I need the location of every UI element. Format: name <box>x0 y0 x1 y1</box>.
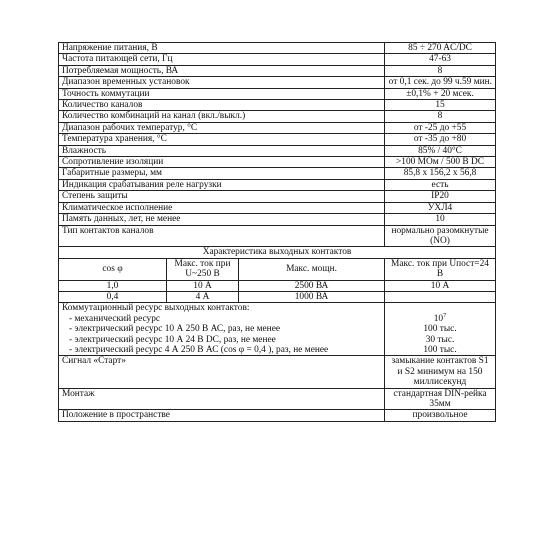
resource-item-value: 30 тыс. <box>425 334 455 345</box>
spec-label: Температура хранения, °С <box>59 134 385 145</box>
spec-label: Точность коммутации <box>59 88 385 99</box>
spec-value: 8 <box>385 111 496 122</box>
outputs-cell: 1000 ВА <box>239 291 385 302</box>
spec-label: Монтаж <box>59 388 385 410</box>
resource-item-label: - механический ресурс <box>62 313 161 324</box>
spec-row <box>59 388 496 410</box>
resource-item-label: - электрический ресурс 10 А 250 В АС, раз, не менее <box>62 324 281 335</box>
spec-row <box>59 100 496 111</box>
spec-row <box>59 410 496 421</box>
resource-exponent: 7 <box>443 311 447 319</box>
outputs-row <box>59 291 496 302</box>
outputs-cell: 10 А <box>385 280 496 291</box>
spec-value: есть <box>385 179 496 190</box>
spec-row <box>59 134 496 145</box>
spec-label: Количество каналов <box>59 100 385 111</box>
spec-label: Тип контактов каналов <box>59 225 385 247</box>
spec-value: стандартная DIN-рейка 35мм <box>385 388 496 410</box>
spec-label: Влажность <box>59 145 385 156</box>
outputs-cell: 0,4 <box>59 291 167 302</box>
resource-item-value: 100 тыс. <box>423 324 457 335</box>
spec-row <box>59 65 496 76</box>
resource-labels <box>59 303 385 356</box>
resource-item-label: - электрический ресурс 4 А 250 В АС (cos φ = 0,4 ), раз, не менее <box>62 344 329 355</box>
spec-row <box>59 122 496 133</box>
outputs-title: Характеристика выходных контактов <box>59 247 496 258</box>
outputs-header: Макс. ток при U~250 В <box>167 258 239 280</box>
spec-row <box>59 168 496 179</box>
spec-row <box>59 356 496 388</box>
spec-value: 10 <box>385 214 496 225</box>
spec-row <box>59 157 496 168</box>
spec-row <box>59 88 496 99</box>
spec-row <box>59 54 496 65</box>
outputs-header-row <box>59 258 496 280</box>
spec-value: 85% / 40°С <box>385 145 496 156</box>
spec-value: >100 МОм / 500 В DC <box>385 157 496 168</box>
spec-label: Напряжение питания, В <box>59 43 385 54</box>
resource-row <box>59 303 496 356</box>
spec-value: УХЛ4 <box>385 202 496 213</box>
resource-base: 10 <box>433 313 444 324</box>
spec-label: Количество комбинаций на канал (вкл./выкл.) <box>59 111 385 122</box>
outputs-cell: 1,0 <box>59 280 167 291</box>
spec-row <box>59 111 496 122</box>
spec-value: 8 <box>385 65 496 76</box>
outputs-header: Макс. мощн. <box>239 258 385 280</box>
outputs-row <box>59 280 496 291</box>
spec-label: Климатическое исполнение <box>59 202 385 213</box>
spec-label: Индикация срабатывания реле нагрузки <box>59 179 385 190</box>
spec-value: 85,8 х 156,2 х 56,8 <box>385 168 496 179</box>
spec-value: замыкание контактов S1 и S2 минимум на 150 миллисекунд <box>385 356 496 388</box>
spec-value: от -35 до +80 <box>385 134 496 145</box>
spec-label: Потребляемая мощность, ВА <box>59 65 385 76</box>
outputs-cell <box>385 291 496 302</box>
outputs-title-row <box>59 247 496 258</box>
spec-value: 47-63 <box>385 54 496 65</box>
spec-value: от -25 до +55 <box>385 122 496 133</box>
spec-label: Сигнал «Старт» <box>59 356 385 388</box>
spec-row <box>59 77 496 88</box>
spec-label: Диапазон временных установок <box>59 77 385 88</box>
resource-item-label: - электрический ресурс 10 А 24 В DC, раз, не менее <box>62 334 276 345</box>
spec-row <box>59 225 496 247</box>
spec-label: Диапазон рабочих температур, °С <box>59 122 385 133</box>
spec-row <box>59 179 496 190</box>
spec-label: Габаритные размеры, мм <box>59 168 385 179</box>
spec-value: 85 ÷ 270 AC/DC <box>385 43 496 54</box>
spec-row <box>59 214 496 225</box>
outputs-cell: 10 А <box>167 280 239 291</box>
spec-value: произвольное <box>385 410 496 421</box>
spec-label: Степень защиты <box>59 191 385 202</box>
spec-value: от 0,1 сек. до 99 ч.59 мин. <box>385 77 496 88</box>
spec-row <box>59 191 496 202</box>
spec-row <box>59 145 496 156</box>
spec-value: ±0,1% + 20 мсек. <box>385 88 496 99</box>
spec-value: IP20 <box>385 191 496 202</box>
spec-row <box>59 202 496 213</box>
resource-item-value: 100 тыс. <box>423 344 457 355</box>
spec-value: 15 <box>385 100 496 111</box>
spec-row <box>59 43 496 54</box>
spec-table <box>58 42 496 422</box>
outputs-cell: 2500 ВА <box>239 280 385 291</box>
spec-label: Сопротивление изоляции <box>59 157 385 168</box>
resource-title: Коммутационный ресурс выходных контактов: <box>62 303 250 314</box>
resource-values <box>385 303 496 356</box>
spec-label: Положение в пространстве <box>59 410 385 421</box>
spec-label: Частота питающей сети, Гц <box>59 54 385 65</box>
spec-value: нормально разомкнутые (NO) <box>385 225 496 247</box>
outputs-header: cos φ <box>59 258 167 280</box>
outputs-header: Макс. ток при Uпост=24 В <box>385 258 496 280</box>
resource-item-value <box>388 311 492 324</box>
outputs-cell: 4 А <box>167 291 239 302</box>
spec-label: Память данных, лет, не менее <box>59 214 385 225</box>
